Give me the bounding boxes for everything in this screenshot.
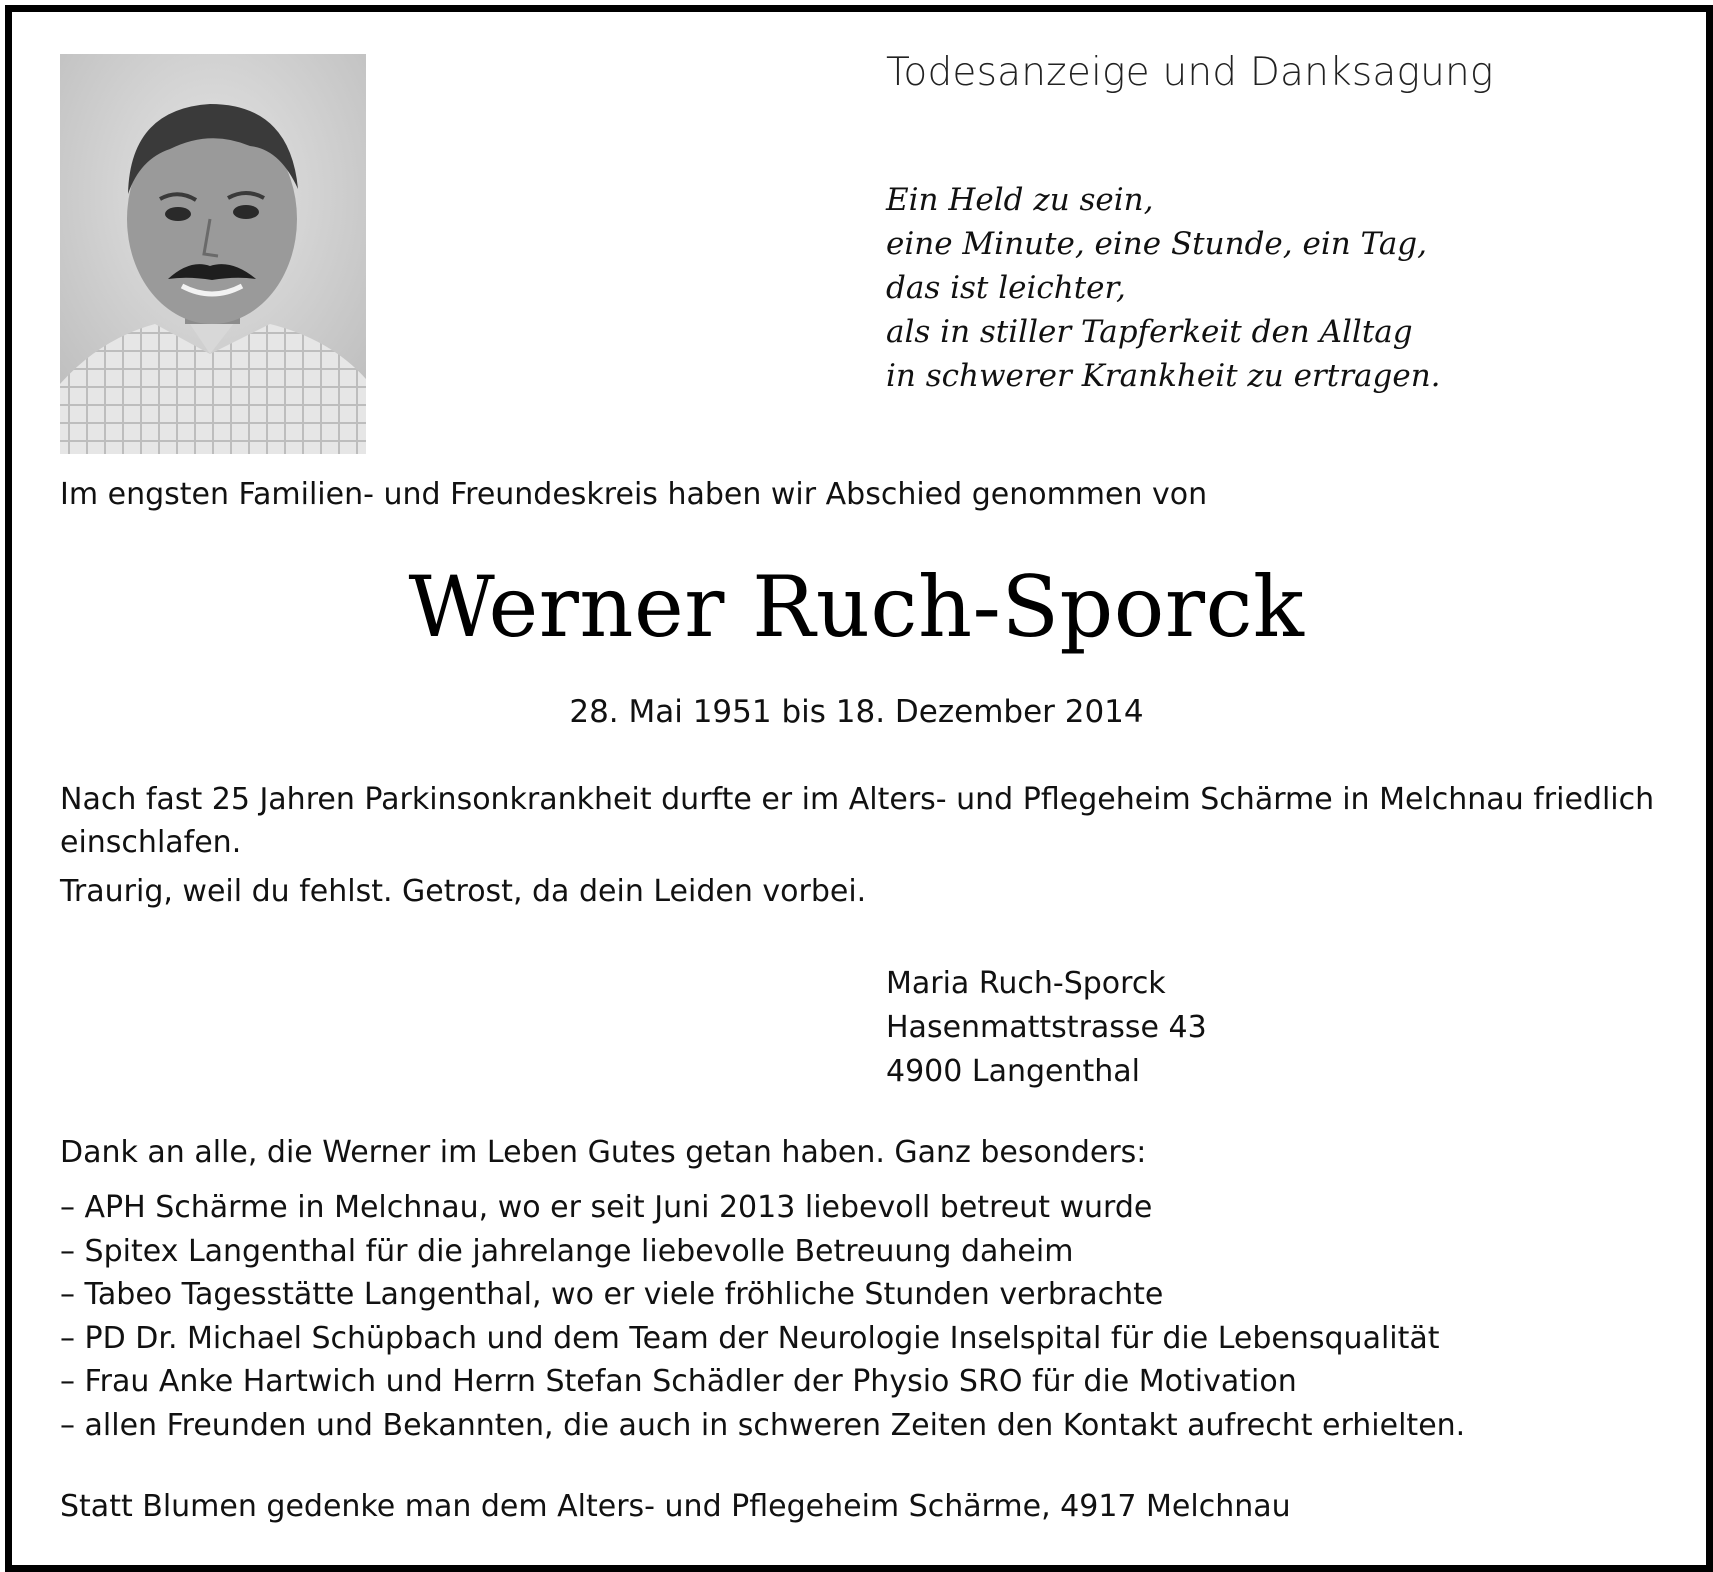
family-address xyxy=(886,962,1207,1094)
page-title: Todesanzeige und Danksagung xyxy=(886,50,1494,95)
address-street: Hasenmattstrasse 43 xyxy=(886,1010,1207,1045)
thanks-item: – Frau Anke Hartwich und Herrn Stefan Schädler der Physio SRO für die Motivation xyxy=(60,1364,1297,1399)
poem-line: eine Minute, eine Stunde, ein Tag, xyxy=(886,226,1428,262)
thanks-item: – PD Dr. Michael Schüpbach und dem Team der Neurologie Inselspital für die Lebensqualität xyxy=(60,1320,1440,1356)
passing-paragraph: Nach fast 25 Jahren Parkinsonkrankheit durfte er im Alters- und Pflegeheim Schärme in Melchnau friedlich einschlafen. xyxy=(60,782,1655,860)
thanks-item: – allen Freunden und Bekannten, die auch in schweren Zeiten den Kontakt aufrecht erhielten. xyxy=(60,1407,1466,1443)
deceased-name: Werner Ruch-Sporck xyxy=(408,558,1305,656)
thanks-item: – Spitex Langenthal für die jahrelange liebevolle Betreuung daheim xyxy=(60,1233,1074,1269)
address-city: 4900 Langenthal xyxy=(886,1054,1141,1089)
portrait-photo xyxy=(60,54,366,454)
poem xyxy=(886,178,1441,398)
thanks-item: – APH Schärme in Melchnau, wo er seit Juni 2013 liebevoll betreut wurde xyxy=(60,1190,1153,1225)
mourning-line: Traurig, weil du fehlst. Getrost, da dein Leiden vorbei. xyxy=(60,874,867,909)
poem-line: das ist leichter, xyxy=(886,270,1126,306)
life-dates: 28. Mai 1951 bis 18. Dezember 2014 xyxy=(569,694,1144,730)
closing-note: Statt Blumen gedenke man dem Alters- und Pflegeheim Schärme, 4917 Melchnau xyxy=(60,1489,1291,1524)
thanks-list xyxy=(60,1186,1465,1447)
thanks-intro: Dank an alle, die Werner im Leben Gutes getan haben. Ganz besonders: xyxy=(60,1135,1147,1170)
intro-text: Im engsten Familien- und Freundeskreis haben wir Abschied genommen von xyxy=(60,477,1208,512)
portrait-icon xyxy=(60,54,366,454)
thanks-item: – Tabeo Tagesstätte Langenthal, wo er viele fröhliche Stunden verbrachte xyxy=(60,1277,1164,1312)
poem-line: in schwerer Krankheit zu ertragen. xyxy=(886,358,1441,394)
poem-line: Ein Held zu sein, xyxy=(886,182,1154,218)
address-name: Maria Ruch-Sporck xyxy=(886,966,1166,1001)
poem-line: als in stiller Tapferkeit den Alltag xyxy=(886,314,1413,350)
